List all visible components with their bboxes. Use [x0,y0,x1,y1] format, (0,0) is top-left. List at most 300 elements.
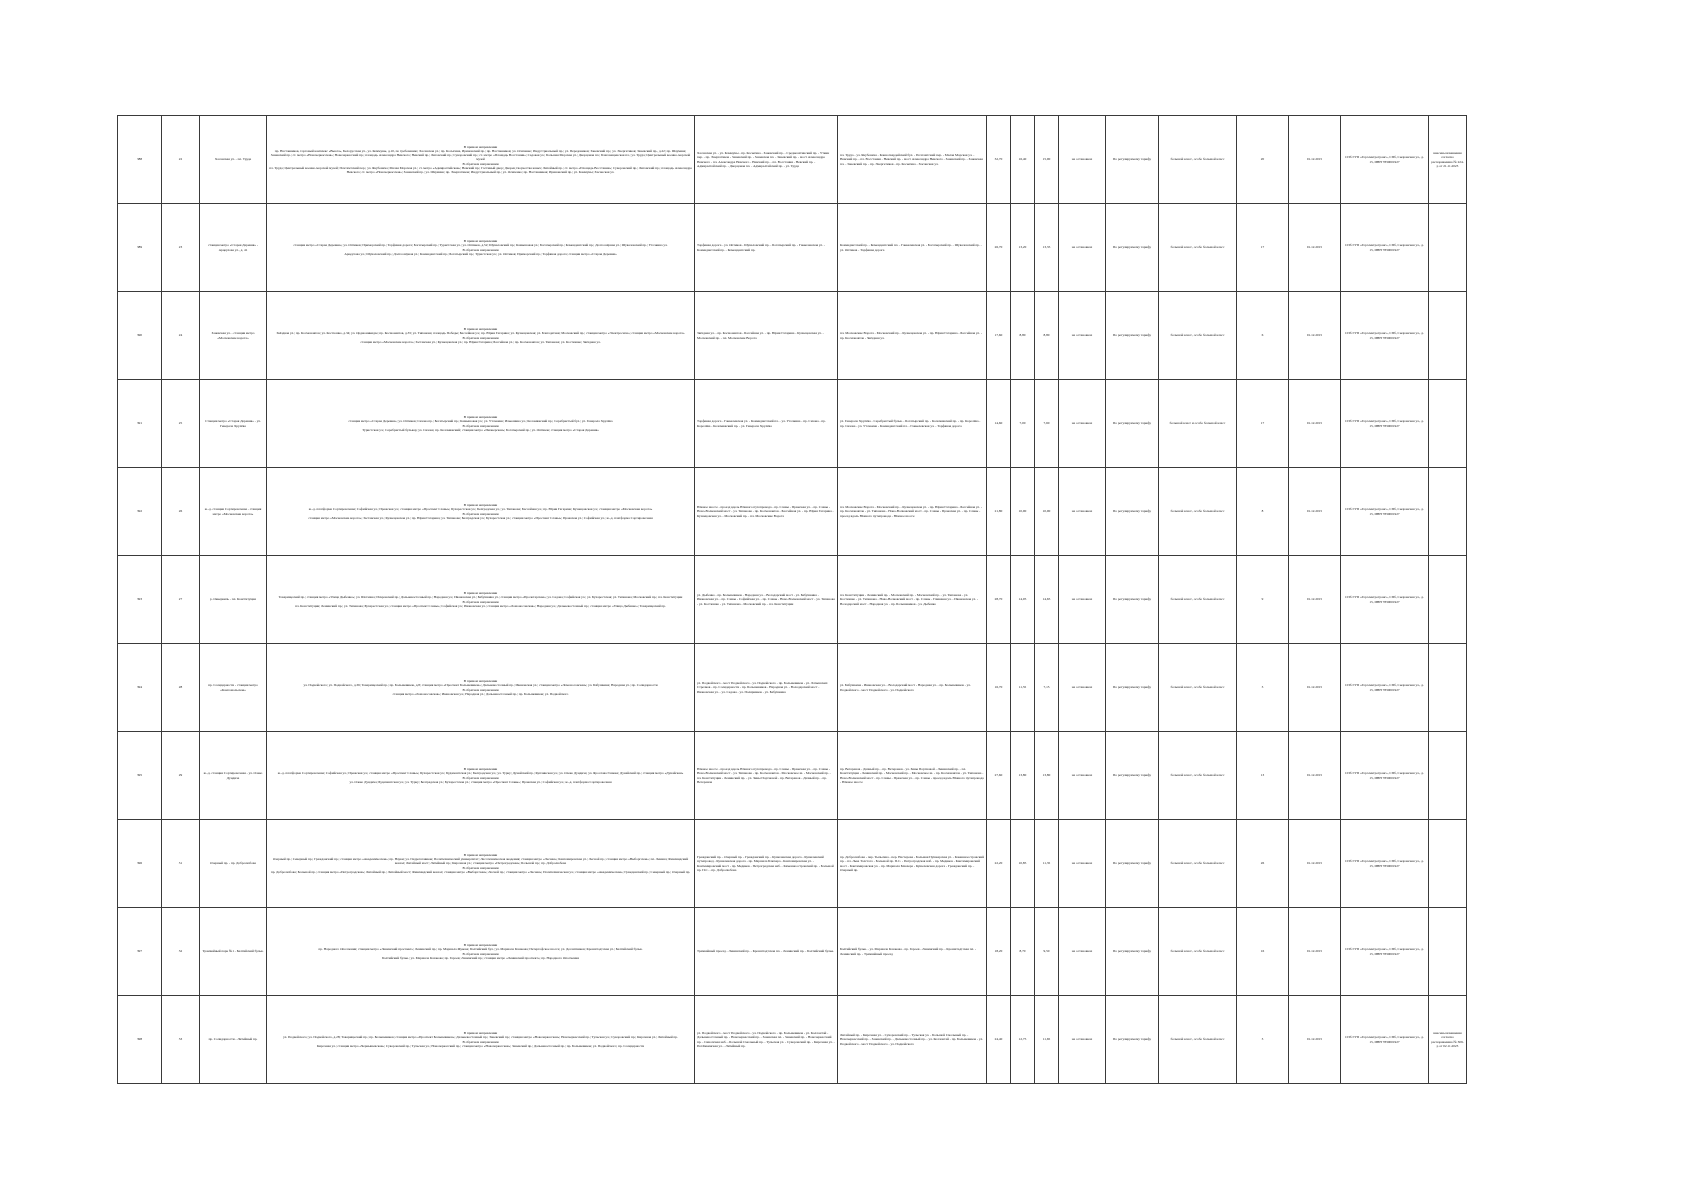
start-date-cell [1289,292,1341,380]
stops-text: на остановках [1071,333,1093,338]
table-row [118,292,1467,380]
name-text: Трамвайный парк №1 - Балтийский бульв. [202,949,264,954]
length-forward-cell [1011,996,1035,1084]
registration-number-cell [118,468,162,556]
name-text: Станция метро «Старая Деревня» - ул. Генерала Хрулёва [205,419,261,428]
length-text: 28,70 [994,597,1003,602]
start-date-cell [1289,820,1341,908]
length-forward-cell [1011,116,1035,204]
date-text: 01.12.2015 [1306,245,1323,250]
len-fwd-text: 14,05 [1018,597,1027,602]
route-number-cell [162,292,200,380]
streets-backward-cell [838,820,987,908]
route-stops-cell [267,116,695,204]
length-text: 18,20 [994,949,1003,954]
tariff-type-cell [1106,116,1159,204]
vehicle-class-cell [1159,908,1237,996]
carrier-text: СПб ГУП «Горэлектротранс», СПб, Сызранская ул., д. 15, ИНН 7830001927 [1345,1035,1424,1044]
boarding-procedure-cell [1059,644,1106,732]
carrier-cell [1341,820,1429,908]
start-date-cell [1289,204,1341,292]
tariff-type-cell [1106,732,1159,820]
reg-text: 392 [136,509,143,514]
vehicle-text: большой класс, особо большой класс [1170,509,1225,514]
length-text: 32,70 [994,157,1003,162]
tariff-type-cell [1106,820,1159,908]
reg-text: 398 [136,1037,143,1042]
path-text: В прямом направлении станция метро «Старая Деревня»; ул. Оптиков; Сизова пр.; Богатырский пр.; Камышовая ул.; ул. Уточкина; Ильюшина ул.; Коломяжский пр.; Серебристый бул.; ул. Генерала Хрулёва В обратном направлении Туристская ул.; Серебристый бульвар; ул. Сизова; пр. Коломяжский; станция метро «Пионерская»; Богатырский пр.; ул. Оптиков; станция метро «Старая Деревня» [348,415,613,432]
streets-fwd-text: Южное шоссе - проезд вдоль Южного путепровода - пр. Славы - Пражская ул. - пр. Славы - Ново-Волковский мост - ул. Типанова - пр. Космонавтов - Бассейная ул. - пр. Юрия Гагарина - Кузнецовская ул. - Московский пр. - пл. Московские Ворота [697,505,834,518]
length-text: 17,60 [994,333,1003,338]
path-text: В прямом направлении ул. Подвойского; ул. Подвойского, д.28; Товарищеский пр.; пр. Большевиков; станция метро «Проспект Большевиков»; Дальневосточный пр.; Заневский пр.; станция метро «Новочеркасская»; Новочеркасский пр.; Тульская ул.; Суворовский пр.; Кирочная ул.; Литейный пр. В обратном направлении Кирочная ул.; станция метро «Чернышевская»; Суворовский пр.; Тульская ул.; Новочеркасский пр.; станция метро «Новочеркасская»; Заневский пр.; Дальневосточный пр.; пр. Большевиков; ул. Подвойского; пр. Солидарности [283,1031,678,1048]
tariff-text: По регулируемому тарифу [1112,685,1152,690]
tariff-text: По регулируемому тарифу [1112,245,1152,250]
table-row [118,644,1467,732]
table-row [118,908,1467,996]
vehicle-class-cell [1159,820,1237,908]
tariff-type-cell [1106,380,1159,468]
tariff-type-cell [1106,204,1159,292]
vehicle-class-cell [1159,996,1237,1084]
len-fwd-text: 13,20 [1018,245,1027,250]
tariff-text: По регулируемому тарифу [1112,861,1152,866]
route-number-cell [162,380,200,468]
count-text: 3 [1261,1037,1264,1042]
route-number-cell [162,732,200,820]
length-backward-cell [1035,732,1059,820]
streets-backward-cell [838,116,987,204]
len-bwd-text: 15,90 [1042,157,1051,162]
table-row [118,116,1467,204]
route-length-cell [987,908,1011,996]
date-text: 01.12.2015 [1306,773,1323,778]
note-cell [1429,732,1467,820]
length-forward-cell [1011,380,1035,468]
boarding-procedure-cell [1059,292,1106,380]
tariff-type-cell [1106,644,1159,732]
count-text: 17 [1260,245,1265,250]
route-length-cell [987,292,1011,380]
vehicle-class-cell [1159,556,1237,644]
streets-bwd-text: пр. Ветеранов - Дачный пр. - пр. Ветеранов - ул. Зины Портновой - Ленинский пр. - пл. Конституции - Ленинский пр. - Московский пр. - Московское ш. - пр. Космонавтов - ул. Типанова - Ново-Волковский мост - пр. Славы - Пражская ул. - пр. Славы - проезд вдоль Южного путепровода - Южное шоссе [840,767,984,784]
route-stops-cell [267,380,695,468]
routes-table-body [118,116,1467,1084]
reg-text: 394 [136,685,143,690]
boarding-procedure-cell [1059,820,1106,908]
streets-bwd-text: пл. Московские Ворота - Московский пр. - Кузнецовская ул. - пр. Юрия Гагарина - Бассейная ул. - пр. Космонавтов - ул. Типанова - Ново-Волковский мост - пр. Славы - Пражская ул. - пр. Славы - проезд вдоль Южного путепровода - Южное шоссе [840,505,982,518]
path-text: В прямом направлении ул. Подвойского; ул. Подвойского, д.36; Товарищеский пр.; пр. Большевиков, д.8; станция метро «Проспект Большевиков»; Дальневосточный пр.; Ивановская ул.; станция метро «Ломоносовская»; ул. Бабушкина; Народная ул.; пр. Солидарности В обратном направлении станция метро «Ломоносовская»; Ивановская ул.; Народная ул.; Дальневосточный пр.; пр. Большевиков; ул. Подвойского [303,679,658,696]
streets-bwd-text: пр. Добролюбова - пер. Тыльсина - пер. Нестерова - Большая Пушкарская ул. - Каменноостровский пр. - пл. Льва Толстого - Большой пр. П.С. - Петроградская наб. - пр. Медиков - Кантемировский мост - Кантемировская ул. - пр. Маршала Блюхера - Кушелевская дорога - Гражданский пр. - Озерный пр. [840,855,985,872]
date-text: 01.12.2015 [1306,157,1323,162]
streets-forward-cell [695,204,838,292]
length-forward-cell [1011,556,1035,644]
route-text: 26 [178,509,183,514]
route-name-cell [200,644,267,732]
table-row [118,556,1467,644]
count-text: 8 [1261,509,1264,514]
stops-text: на остановках [1071,861,1093,866]
vehicle-count-cell [1237,380,1289,468]
streets-forward-cell [695,644,838,732]
carrier-text: СПб ГУП «Горэлектротранс», СПб, Сызранская ул., д. 15, ИНН 7830001927 [1345,331,1424,340]
len-bwd-text: 13,80 [1042,773,1051,778]
route-stops-cell [267,732,695,820]
length-backward-cell [1035,204,1059,292]
path-text: В прямом направлении Озерный пр.; Северный пр.; Гражданский пр.; станция метро «Академическая»; пр. Науки; ул. Гидротехников; Политехнический университет; Лесотехническая академия; станция метро «Лесная»; Кантемировская ул.; Лесной пр.; станция метро «Выборгская»; пл. Ленина; Финляндский вокзал; Литейный мост; Литейный пр.; Кирочная ул.; станция метро «Петроградская»; Большой пр.; пр. Добролюбова В обратном направлении пр. Добролюбова; Большой пр.; станция метро «Петроградская»; Литейный пр.; Литейный мост; Финляндский вокзал; станция метро «Выборгская»; Лесной пр.; станция метро «Лесная»; Политехническая ул.; станция метро «Академическая»; Гражданский пр.; Северный пр.; Озерный пр. [270,853,691,874]
table-row [118,204,1467,292]
route-stops-cell [267,204,695,292]
reg-text: 395 [136,773,143,778]
streets-backward-cell [838,204,987,292]
boarding-procedure-cell [1059,204,1106,292]
table-row [118,996,1467,1084]
count-text: 17 [1260,421,1265,426]
route-stops-cell [267,908,695,996]
date-text: 01.12.2015 [1306,1037,1323,1042]
carrier-text: СПб ГУП «Горэлектротранс», СПб, Сызранская ул., д. 15, ИНН 7830001927 [1345,419,1424,428]
route-name-cell [200,380,267,468]
streets-fwd-text: Хасанская ул. - ул. Коммуны - пр. Косыгина - Заневский пр. - Среднеохтинский пр. - Уткин пер. - пр. Энергетиков - Заневский пр. - Заневская пл. - Заневский пр. - мост Александра Невского - пл. Александра Невского - Невский пр. - пл. Восстания - Невский пр. - Адмиралтейский пр. - Дворцовая пл. - Адмиралтейский пр. - ул. Труда [697,151,830,168]
note-cell [1429,204,1467,292]
length-text: 22,20 [994,861,1003,866]
streets-backward-cell [838,292,987,380]
length-backward-cell [1035,380,1059,468]
path-text: В прямом направлении пр. Наставников, торговый комплекс «Вьюга», Белорусская ул., ул. Коммуны, д.10, по требованию; Хасанская ул.; пр. Косыгина, Ириновский пр.; пр. Наставников; ул. Осипенко; Индустриальный пр.; ул. Передовиков; Заневский пр.; ул. Энергетиков; Заневский пр., д.22; пр. Шаумяна; Заневский пр.; ст. метро «Новочеркасская»; Новочеркасский пр.; площадь Александра Невского; Невский пр.; Лиговский пр.; Суворовский пр.; ст. метро «Площадь Восстания»; Садовая ул.; Большая Морская ул.; Дворцовая пл.; Благовещенская пл.; ул. Труда; Центральный военно-морской музей В обратном направлении пл. Труда; Центральный военно-морской музей; Почтамтский пер.; ул. Якубовича; Малая Морская ул.; ст. метро «Адмиралтейская»; Невский пр.; Гостиный двор; Дворец творчества юных; Литейный пр.; ст. метро «Площадь Восстания»; Суворовский пр.; Лиговский пр.; площадь Александра Невского; ст. метро «Новочеркасская»; Заневский пр.; ул. Шаумяна; пр. Энергетиков; Индустриальный пр.; ул. Осипенко; пр. Наставников; Ириновский пр.; ул. Коммуны; Хасанская ул. [269,145,692,174]
length-forward-cell [1011,644,1035,732]
carrier-text: СПб ГУП «Горэлектротранс», СПб, Сызранская ул., д. 15, ИНН 7830001927 [1345,595,1424,604]
streets-backward-cell [838,908,987,996]
stops-text: на остановках [1071,685,1093,690]
route-name-cell [200,556,267,644]
route-stops-cell [267,556,695,644]
registration-number-cell [118,820,162,908]
vehicle-count-cell [1237,204,1289,292]
route-text: 29 [178,773,183,778]
stops-text: на остановках [1071,597,1093,602]
carrier-cell [1341,732,1429,820]
tariff-text: По регулируемому тарифу [1112,157,1152,162]
length-forward-cell [1011,732,1035,820]
streets-fwd-text: Торфяная дорога - Гаккелевская ул. - Комендантский пл. - ул. Уточкина - пр. Сизова - пр. Королёва - Коломяжский пр. - ул. Генерала Хрулёва [697,419,826,428]
streets-backward-cell [838,996,987,1084]
start-date-cell [1289,732,1341,820]
registration-number-cell [118,116,162,204]
name-text: станция метро «Старая Деревня» - Арцеулова ул., д. 41 [207,243,259,252]
streets-forward-cell [695,820,838,908]
streets-bwd-text: пл. Конституции - Ленинский пр. - Московский пр. - Московский пр. - ул. Типанова - ул. Костюшко - ул. Типанова - Ново-Волковский мост - пр. Славы - Глиняная ул. - Ивановская ул. - Володарский мост - Народная ул. - пр. Большевиков - ул. Дыбенко [840,593,978,606]
path-text: В прямом направлении Звёздная ул.; пр. Космонавтов; ул. Костюшко, д.34; ул. Орджоникидзе; пр. Космонавтов, д.35; ул. Типанова; площадь Победы; Бассейная ул.; пр. Юрия Гагарина; ул. Кузнецовская; ул. Благодатная; Московский пр.; станция метро «Электросила»; станция метро «Московские ворота» В обратном направлении станция метро «Московские ворота»; Заставская ул.; Кузнецовская ул.; пр. Юрия Гагарина; Бассейная ул.; пр. Космонавтов; ул. Типанова; ул. Костюшко; Звёздная ул. [276,327,685,344]
reg-text: 388 [136,157,143,162]
name-text: ж.-д. станция Сортировочная - ул. Олеко Дундича [203,771,263,780]
vehicle-count-cell [1237,996,1289,1084]
tariff-type-cell [1106,292,1159,380]
note-cell [1429,908,1467,996]
route-name-cell [200,468,267,556]
length-forward-cell [1011,908,1035,996]
vehicle-text: большой класс, особо большой класс [1170,685,1225,690]
route-length-cell [987,820,1011,908]
count-text: 13 [1260,773,1265,778]
path-text: В прямом направлении пр. Народного Ополчения; станция метро «Ленинский проспект»; Ленинский пр.; пр. Маршала Жукова; Балтийский бул.; ул. Маршала Казакова; Петергофское шоссе; ул. Десантников; Кронштадтская ул.; Балтийский бульв. В обратном направлении Балтийский бульв.; ул. Маршала Казакова; пр. Героев; Ленинский пр.; станция метро «Ленинский проспект»; пр. Народного Ополчения [318,943,643,960]
carrier-text: СПб ГУП «Горэлектротранс», СПб, Сызранская ул., д. 15, ИНН 7830001927 [1345,243,1424,252]
vehicle-count-cell [1237,116,1289,204]
route-name-cell [200,908,267,996]
count-text: 20 [1260,157,1265,162]
stops-text: на остановках [1071,509,1093,514]
reg-text: 396 [136,861,143,866]
vehicle-class-cell [1159,380,1237,468]
route-length-cell [987,468,1011,556]
route-stops-cell [267,468,695,556]
vehicle-class-cell [1159,116,1237,204]
len-bwd-text: 14,65 [1042,597,1051,602]
tariff-text: По регулируемому тарифу [1112,333,1152,338]
start-date-cell [1289,380,1341,468]
vehicle-text: большой класс, особо большой класс [1170,773,1225,778]
carrier-cell [1341,996,1429,1084]
count-text: 16 [1260,949,1265,954]
date-text: 01.12.2015 [1306,861,1323,866]
route-stops-cell [267,820,695,908]
note-text: внесены изменения согласно распоряжению № 309-р от 02.11.2023 [1431,1031,1464,1048]
vehicle-class-cell [1159,468,1237,556]
name-text: Озерный пр. - пр. Добролюбова [210,861,256,866]
route-name-cell [200,996,267,1084]
name-text: Заневская ул. - станция метро «Московские ворота» [211,331,255,340]
streets-backward-cell [838,732,987,820]
tariff-type-cell [1106,468,1159,556]
length-text: 27,60 [994,773,1003,778]
vehicle-count-cell [1237,644,1289,732]
boarding-procedure-cell [1059,996,1106,1084]
boarding-procedure-cell [1059,468,1106,556]
boarding-procedure-cell [1059,380,1106,468]
route-length-cell [987,556,1011,644]
reg-text: 390 [136,333,143,338]
tariff-text: По регулируемому тарифу [1112,773,1152,778]
stops-text: на остановках [1071,1037,1093,1042]
route-length-cell [987,204,1011,292]
route-text: 28 [178,685,183,690]
reg-text: 391 [136,421,143,426]
length-text: 21,80 [994,509,1003,514]
note-cell [1429,380,1467,468]
path-text: В прямом направлении ж.-д. платформа Сортировочная; Софийская ул.; Пражская ул.; станция метро «Проспект Славы»; Бухарестская ул.; Белградская ул.; ул. Типанова; Бассейная ул.; пр. Юрия Гагарина; Кузнецовская ул.; станция метро «Московские ворота» В обратном направлении станция метро «Московские ворота»; Заставская ул.; Кузнецовская ул.; пр. Юрия Гагарина; ул. Типанова; Белградская ул.; Бухарестская ул.; станция метро «Проспект Славы»; Пражская ул.; Софийская ул.; ж.-д. платформа Сортировочная [308,503,653,520]
stops-text: на остановках [1071,245,1093,250]
streets-fwd-text: Трамвайный проезд - Ленинский пр. - Кронштадтская пл. - Ленинский пр. - Балтийский бульв. [697,949,834,954]
route-number-cell [162,116,200,204]
route-name-cell [200,204,267,292]
boarding-procedure-cell [1059,732,1106,820]
route-number-cell [162,468,200,556]
name-text: Хасанская ул. - пл. Труда [214,157,252,162]
date-text: 01.12.2015 [1306,949,1323,954]
streets-forward-cell [695,996,838,1084]
streets-bwd-text: пл. Труда - ул. Якубовича - Конногвардейский бул. - Почтамтский пер. - Малая Морская ул. - Невский пр. - пл. Восстания - Невский пр. - мост Александра Невского - Заневский пр. - Заневская пл. - Заневский пр. - пр. Энергетиков - пр. Косыгина - Хасанская ул. [840,153,983,166]
route-name-cell [200,820,267,908]
streets-forward-cell [695,292,838,380]
route-stops-cell [267,644,695,732]
note-cell [1429,468,1467,556]
stops-text: на остановках [1071,773,1093,778]
tariff-text: По регулируемому тарифу [1112,421,1152,426]
note-cell [1429,996,1467,1084]
note-cell [1429,116,1467,204]
stops-text: на остановках [1071,949,1093,954]
vehicle-class-cell [1159,732,1237,820]
streets-forward-cell [695,556,838,644]
vehicle-count-cell [1237,908,1289,996]
boarding-procedure-cell [1059,556,1106,644]
route-stops-cell [267,996,695,1084]
route-text: 33 [178,1037,183,1042]
registration-number-cell [118,644,162,732]
streets-forward-cell [695,908,838,996]
note-text: внесены изменения согласно распоряжению № 224-р от 21.11.2023 [1431,151,1464,168]
path-text: В прямом направлении станция метро «Старая Деревня»; ул. Оптиков; Приморский пр.; Торфяная дорога; Богатырский пр.; Туристская ул.; ул. Оптиков, д.52; Шуваловский пр.; Камышовая ул.; Богатырский пр.; Комендантский пр.; Долгоозёрная ул.; Шуваловский пр.; Уточкина ул. В обратном направлении Арцеулова ул.; Шуваловский пр.; Долгоозёрная ул.; Комендантский пр.; Богатырский пр.; Туристская ул.; ул. Оптиков; Приморский пр.; Торфяная дорога; станция метро «Старая Деревня» [293,239,668,256]
tariff-type-cell [1106,908,1159,996]
streets-forward-cell [695,468,838,556]
streets-bwd-text: Балтийский бульв. - ул. Маршала Казакова - пр. Героев - Ленинский пр. - Кронштадтская пл. - Ленинский пр. - Трамвайный проезд [840,947,977,956]
vehicle-text: большой класс, особо большой класс [1170,333,1225,338]
reg-text: 393 [136,597,143,602]
route-number-cell [162,908,200,996]
length-backward-cell [1035,996,1059,1084]
streets-forward-cell [695,380,838,468]
len-fwd-text: 12,75 [1018,1037,1027,1042]
name-text: ж.-д. станция Сортировочная - станция метро «Московские ворота» [204,507,262,516]
len-fwd-text: 13,80 [1018,773,1027,778]
table-row [118,380,1467,468]
boarding-procedure-cell [1059,116,1106,204]
len-fwd-text: 10,90 [1018,509,1027,514]
count-text: 26 [1260,861,1265,866]
stops-text: на остановках [1071,421,1093,426]
carrier-cell [1341,380,1429,468]
streets-backward-cell [838,644,987,732]
route-name-cell [200,292,267,380]
registration-number-cell [118,996,162,1084]
streets-backward-cell [838,380,987,468]
carrier-cell [1341,468,1429,556]
table-row [118,468,1467,556]
registration-number-cell [118,204,162,292]
route-length-cell [987,996,1011,1084]
len-fwd-text: 8,80 [1019,333,1026,338]
route-number-cell [162,204,200,292]
vehicle-count-cell [1237,556,1289,644]
streets-forward-cell [695,732,838,820]
len-bwd-text: 10,90 [1042,509,1051,514]
length-forward-cell [1011,292,1035,380]
length-text: 26,70 [994,245,1003,250]
streets-bwd-text: ул. Генерала Хрулёва - Серебристый бульв. - Богатырский пр. - Коломяжский пр. - пр. Королёва - пр. Сизова - ул. Уточкина - Комендантский пл. - Гаккелевская ул. - Торфяная дорога [840,419,981,428]
carrier-cell [1341,556,1429,644]
len-fwd-text: 10,85 [1018,861,1027,866]
route-number-cell [162,820,200,908]
streets-backward-cell [838,556,987,644]
date-text: 01.12.2015 [1306,509,1323,514]
start-date-cell [1289,644,1341,732]
vehicle-text: большой класс и особо большой класс [1169,421,1226,426]
streets-forward-cell [695,116,838,204]
table-row [118,732,1467,820]
carrier-cell [1341,908,1429,996]
streets-fwd-text: Торфяная дорога - ул. Оптиков - Шуваловский пр. - Богатырский пр. - Гаккелевская ул. - Комендантский пр. - Комендантский пр. [697,243,825,252]
name-text: пр. Солидарности - Литейный пр. [208,1037,258,1042]
vehicle-count-cell [1237,732,1289,820]
tariff-text: По регулируемому тарифу [1112,509,1152,514]
len-bwd-text: 11,65 [1042,1037,1051,1042]
boarding-procedure-cell [1059,908,1106,996]
reg-text: 397 [136,949,143,954]
note-cell [1429,292,1467,380]
streets-bwd-text: ул. Бабушкина - Ивановская ул. - Володарский мост - Народная ул. - пр. Большевиков - ул. Подвойского - мост Подвойского - ул. Подвойского [840,683,971,692]
length-backward-cell [1035,820,1059,908]
len-fwd-text: 16,40 [1018,157,1027,162]
route-text: 32 [178,949,183,954]
len-bwd-text: 7,60 [1043,421,1050,426]
date-text: 01.12.2015 [1306,685,1323,690]
start-date-cell [1289,116,1341,204]
stops-text: на остановках [1071,157,1093,162]
streets-bwd-text: пл. Московские Ворота - Московский пр. - Кузнецовская ул. - пр. Юрия Гагарина - Бассейная ул. - пр. Космонавтов - Звёздная ул. [840,331,982,340]
path-text: В прямом направлении Товарищеский пр.; станция метро «Улица Дыбенко»; ул. Шотмана; Искровский пр.; Дальневосточный пр.; Народная ул.; Ивановская ул.; Бабушкина ул.; станция метро «Пролетарская»; ул. Седова; Софийская ул.; ул. Бухарестская; ул. Типанова; Московский пр.; пл. Конституции В обратном направлении пл. Конституции; Ленинский пр.; ул. Типанова; Бухарестская ул.; станция метро «Проспект Славы»; Софийская ул.; Ивановская ул.; станция метро «Ломоносовская»; Народная ул.; Дальневосточный пр.; станция метро «Улица Дыбенко»; Товарищеский пр. [278,591,683,608]
count-text: 6 [1261,333,1264,338]
tariff-type-cell [1106,996,1159,1084]
len-bwd-text: 9,50 [1043,949,1050,954]
length-backward-cell [1035,116,1059,204]
count-text: 3 [1261,685,1264,690]
vehicle-class-cell [1159,644,1237,732]
carrier-text: СПб ГУП «Горэлектротранс», СПб, Сызранская ул., д. 15, ИНН 7830001927 [1345,155,1424,164]
carrier-text: СПб ГУП «Горэлектротранс», СПб, Сызранская ул., д. 15, ИНН 7830001927 [1345,859,1424,868]
carrier-text: СПб ГУП «Горэлектротранс», СПб, Сызранская ул., д. 15, ИНН 7830001927 [1345,771,1424,780]
date-text: 01.12.2015 [1306,597,1323,602]
carrier-cell [1341,644,1429,732]
length-forward-cell [1011,204,1035,292]
vehicle-count-cell [1237,820,1289,908]
vehicle-text: большой класс, особо большой класс [1170,949,1225,954]
route-text: 31 [178,861,183,866]
route-text: 24 [178,333,183,338]
carrier-text: СПб ГУП «Горэлектротранс», СПб, Сызранская ул., д. 15, ИНН 7830001927 [1345,683,1424,692]
len-bwd-text: 13,35 [1042,245,1051,250]
carrier-text: СПб ГУП «Горэлектротранс», СПб, Сызранская ул., д. 15, ИНН 7830001927 [1345,507,1424,516]
registration-number-cell [118,380,162,468]
length-backward-cell [1035,292,1059,380]
len-fwd-text: 11,55 [1018,685,1027,690]
streets-fwd-text: ул. Подвойского - мост Подвойского - ул. Подвойского - пр. Большевиков - ул. Латышских Стрелков - пр. Солидарности - пр. Большевиков - Народная ул. - Володарский мост - Ивановская ул. - ул. Седова - ул. Полярников - ул. Бабушкина [697,681,828,694]
routes-register-table [117,115,1467,1084]
vehicle-text: большой класс, особо большой класс [1170,861,1225,866]
vehicle-text: большой класс, особо большой класс [1170,1037,1225,1042]
streets-backward-cell [838,468,987,556]
streets-fwd-text: ул. Дыбенко - пр. Большевиков - Народная ул. - Володарский мост - ул. Бабушкина - Ивановская ул. - пр. Славы - Софийская ул. - пр. Славы - Ново-Волковский мост - ул. Типанова - ул. Костюшко - ул. Типанова - Московский пр. - пл. Конституции [697,593,835,606]
route-text: 25 [178,421,183,426]
length-backward-cell [1035,644,1059,732]
vehicle-text: большой класс, особо большой класс [1170,245,1225,250]
tariff-text: По регулируемому тарифу [1112,949,1152,954]
route-text: 27 [178,597,183,602]
note-cell [1429,556,1467,644]
length-forward-cell [1011,468,1035,556]
reg-text: 389 [136,245,143,250]
streets-fwd-text: Южное шоссе - проезд вдоль Южного путепровода - пр. Славы - Пражская ул. - пр. Славы - Ново-Волковский мост - ул. Типанова - пр. Космонавтов - Московское ш. - Московский пр. - пл. Конституции - Ленинский пр. - ул. Зины Портновой - пр. Ветеранов - Дачный пр. - пр. Ветеранов [697,767,831,784]
registration-number-cell [118,908,162,996]
length-text: 14,60 [994,421,1003,426]
streets-fwd-text: Гражданский пр. - Озерный пр. - Гражданский пр. - Кушелевская дорога - Кушелевский путепровод - Кушелевская дорога - пр. Маршала Блюхера - Кантемировская ул. - Кантемировский мост - пр. Медиков - Петроградская наб. - Каменноостровский пр. - Большой пр. П.С. - пр. Добролюбова [697,855,834,872]
